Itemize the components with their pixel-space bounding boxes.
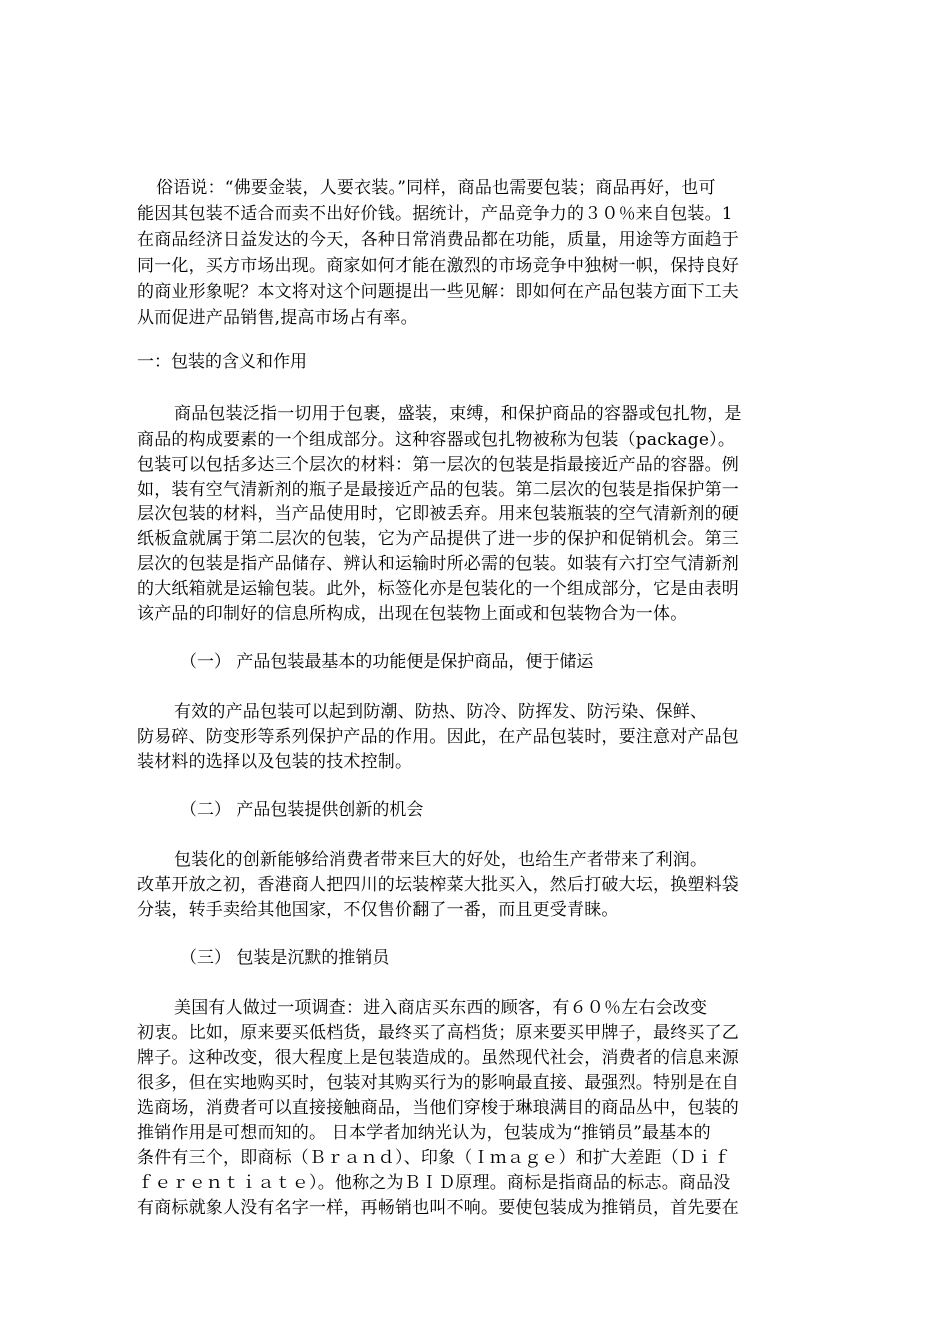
- text-line: 商品的构成要素的一个组成部分。这种容器或包扎物被称为包装（package）。: [137, 430, 736, 450]
- text-line: 纸板盒就属于第二层次的包装，它为产品提供了进一步的保护和促销机会。第三: [137, 529, 739, 549]
- text-line: 改革开放之初，香港商人把四川的坛装榨菜大批买入，然后打破大坛，换塑料袋: [137, 875, 739, 895]
- text-line: 该产品的印制好的信息所构成，出现在包装物上面或和包装物合为一体。: [137, 604, 688, 624]
- text-line: 很多，但在实地购买时，包装对其购买行为的影响最直接、最强烈。特别是在自: [137, 1073, 739, 1093]
- subsection-heading: （一） 产品包装最基本的功能便是保护商品，便于储运: [180, 652, 594, 672]
- text-line: 同一化，买方市场出现。商家如何才能在激烈的市场竞争中独树一帜，保持良好: [137, 256, 739, 276]
- text-line: 防易碎、防变形等系列保护产品的作用。因此，在产品包装时，要注意对产品包: [137, 727, 739, 747]
- text-line: 的大纸箱就是运输包装。此外，标签化亦是包装化的一个组成部分，它是由表明: [137, 579, 739, 599]
- text-line: ｆｅｒｅｎｔｉａｔｅ）。他称之为ＢＩＤ原理。商标是指商品的标志。商品没: [137, 1173, 731, 1193]
- text-line: 美国有人做过一项调查：进入商店买东西的顾客，有６０％左右会改变: [174, 998, 708, 1018]
- text-line: 选商场，消费者可以直接接触商品，当他们穿梭于琳琅满目的商品丛中，包装的: [137, 1098, 739, 1118]
- text-line: 从而促进产品销售,提高市场占有率。: [137, 308, 418, 328]
- text-line: 在商品经济日益发达的今天，各种日常消费品都在功能，质量，用途等方面趋于: [137, 230, 739, 250]
- text-line: 如，装有空气清新剂的瓶子是最接近产品的包装。第二层次的包装是指保护第一: [137, 480, 739, 500]
- section-heading: 一：包装的含义和作用: [137, 352, 307, 372]
- text-line: 条件有三个，即商标（Ｂｒａｎｄ）、印象（Ｉｍａｇｅ）和扩大差距（Ｄｉｆ: [137, 1148, 731, 1168]
- text-line: 分装，转手卖给其他国家，不仅售价翻了一番，而且更受青睐。: [137, 900, 619, 920]
- text-line: 装材料的选择以及包装的技术控制。: [137, 752, 413, 772]
- text-line: 有商标就象人没有名字一样，再畅销也叫不响。要使包装成为推销员，首先要在: [137, 1198, 739, 1218]
- text-line: 商品包装泛指一切用于包裹，盛装，束缚，和保护商品的容器或包扎物，是: [174, 404, 742, 424]
- text-line: 包装可以包括多达三个层次的材料：第一层次的包装是指最接近产品的容器。例: [137, 455, 739, 475]
- text-line: 能因其包装不适合而卖不出好价钱。据统计，产品竞争力的３０％来自包装。1: [137, 204, 733, 224]
- subsection-heading: （三） 包装是沉默的推销员: [180, 948, 390, 968]
- text-line: 推销作用是可想而知的。 日本学者加纳光认为，包装成为“推销员”最基本的: [137, 1123, 711, 1143]
- subsection-heading: （二） 产品包装提供创新的机会: [180, 800, 424, 820]
- text-line: 牌子。这种改变，很大程度上是包装造成的。虽然现代社会，消费者的信息来源: [137, 1048, 739, 1068]
- text-line: 有效的产品包装可以起到防潮、防热、防冷、防挥发、防污染、保鲜、: [174, 702, 708, 722]
- text-line: 的商业形象呢？本文将对这个问题提出一些见解：即如何在产品包装方面下工夫: [137, 282, 739, 302]
- text-line: 初衷。比如，原来要买低档货，最终买了高档货；原来要买甲牌子，最终买了乙: [137, 1023, 739, 1043]
- text-line: 层次的包装是指产品储存、辨认和运输时所必需的包装。如装有六打空气清新剂: [137, 554, 739, 574]
- text-line: 包装化的创新能够给消费者带来巨大的好处，也给生产者带来了利润。: [174, 850, 708, 870]
- text-line: 俗语说：“佛要金装，人要衣装。”同样，商品也需要包装；商品再好，也可: [156, 178, 716, 198]
- text-line: 层次包装的材料，当产品使用时，它即被丢弃。用来包装瓶装的空气清新剂的硬: [137, 504, 739, 524]
